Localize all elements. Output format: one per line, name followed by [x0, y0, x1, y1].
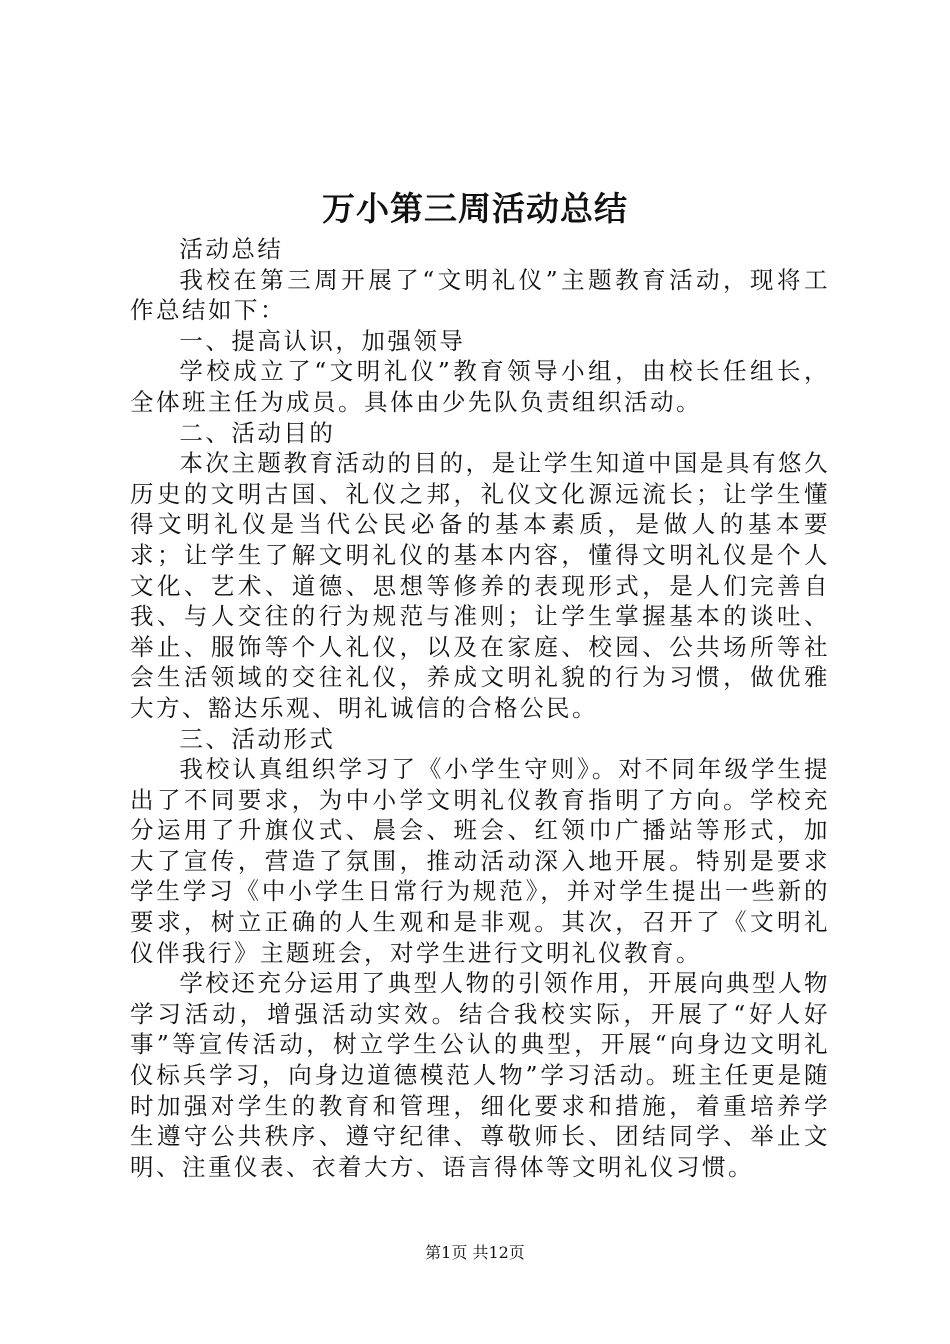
paragraph-intro: 我校在第三周开展了“文明礼仪”主题教育活动，现将工作总结如下： — [130, 265, 830, 325]
paragraph-section-3a: 我校认真组织学习了《小学生守则》。对不同年级学生提出了不同要求，为中小学文明礼仪教育指明了方向。学校充分运用了升旗仪式、晨会、班会、红领巾广播站等形式，加大了宣传，营造了氛围，推动活动深入地开展。特别是要求学生学习《中小学生日常行为规范》，并对学生提出一些新的要求，树立正确的人生观和是非观。其次，召开了《文明礼仪伴我行》主题班会，对学生进行文明礼仪教育。 — [130, 755, 830, 967]
section-heading-2: 二、活动目的 — [179, 418, 336, 447]
paragraph-section-2: 本次主题教育活动的目的，是让学生知道中国是具有悠久历史的文明古国、礼仪之邦，礼仪文化源远流长；让学生懂得文明礼仪是当代公民必备的基本素质，是做人的基本要求；让学生了解文明礼仪的基本内容，懂得文明礼仪是个人文化、艺术、道德、思想等修养的表现形式，是人们完善自我、与人交往的行为规范与准则；让学生掌握基本的谈吐、举止、服饰等个人礼仪，以及在家庭、校园、公共场所等社会生活领域的交往礼仪，养成文明礼貌的行为习惯，做优雅大方、豁达乐观、明礼诚信的合格公民。 — [130, 449, 830, 722]
document-title: 万小第三周活动总结 — [322, 189, 628, 228]
section-heading-1: 一、提高认识，加强领导 — [179, 326, 466, 355]
paragraph-section-3b: 学校还充分运用了典型人物的引领作用，开展向典型人物学习活动，增强活动实效。结合我校实际，开展了“好人好事”等宣传活动，树立学生公认的典型，开展“向身边文明礼仪标兵学习，向身边道德模范人物”学习活动。班主任更是随时加强对学生的教育和管理，细化要求和措施，着重培养学生遵守公共秩序、遵守纪律、尊敬师长、团结同学、举止文明、注重仪表、衣着大方、语言得体等文明礼仪习惯。 — [130, 969, 830, 1181]
document-body — [130, 234, 830, 1182]
page-footer: 第1页 共12页 — [425, 1243, 525, 1262]
paragraph-label: 活动总结 — [179, 235, 284, 263]
section-heading-3: 三、活动形式 — [179, 724, 336, 753]
paragraph-section-1: 学校成立了“文明礼仪”教育领导小组，由校长任组长，全体班主任为成员。具体由少先队负责组织活动。 — [130, 357, 830, 416]
